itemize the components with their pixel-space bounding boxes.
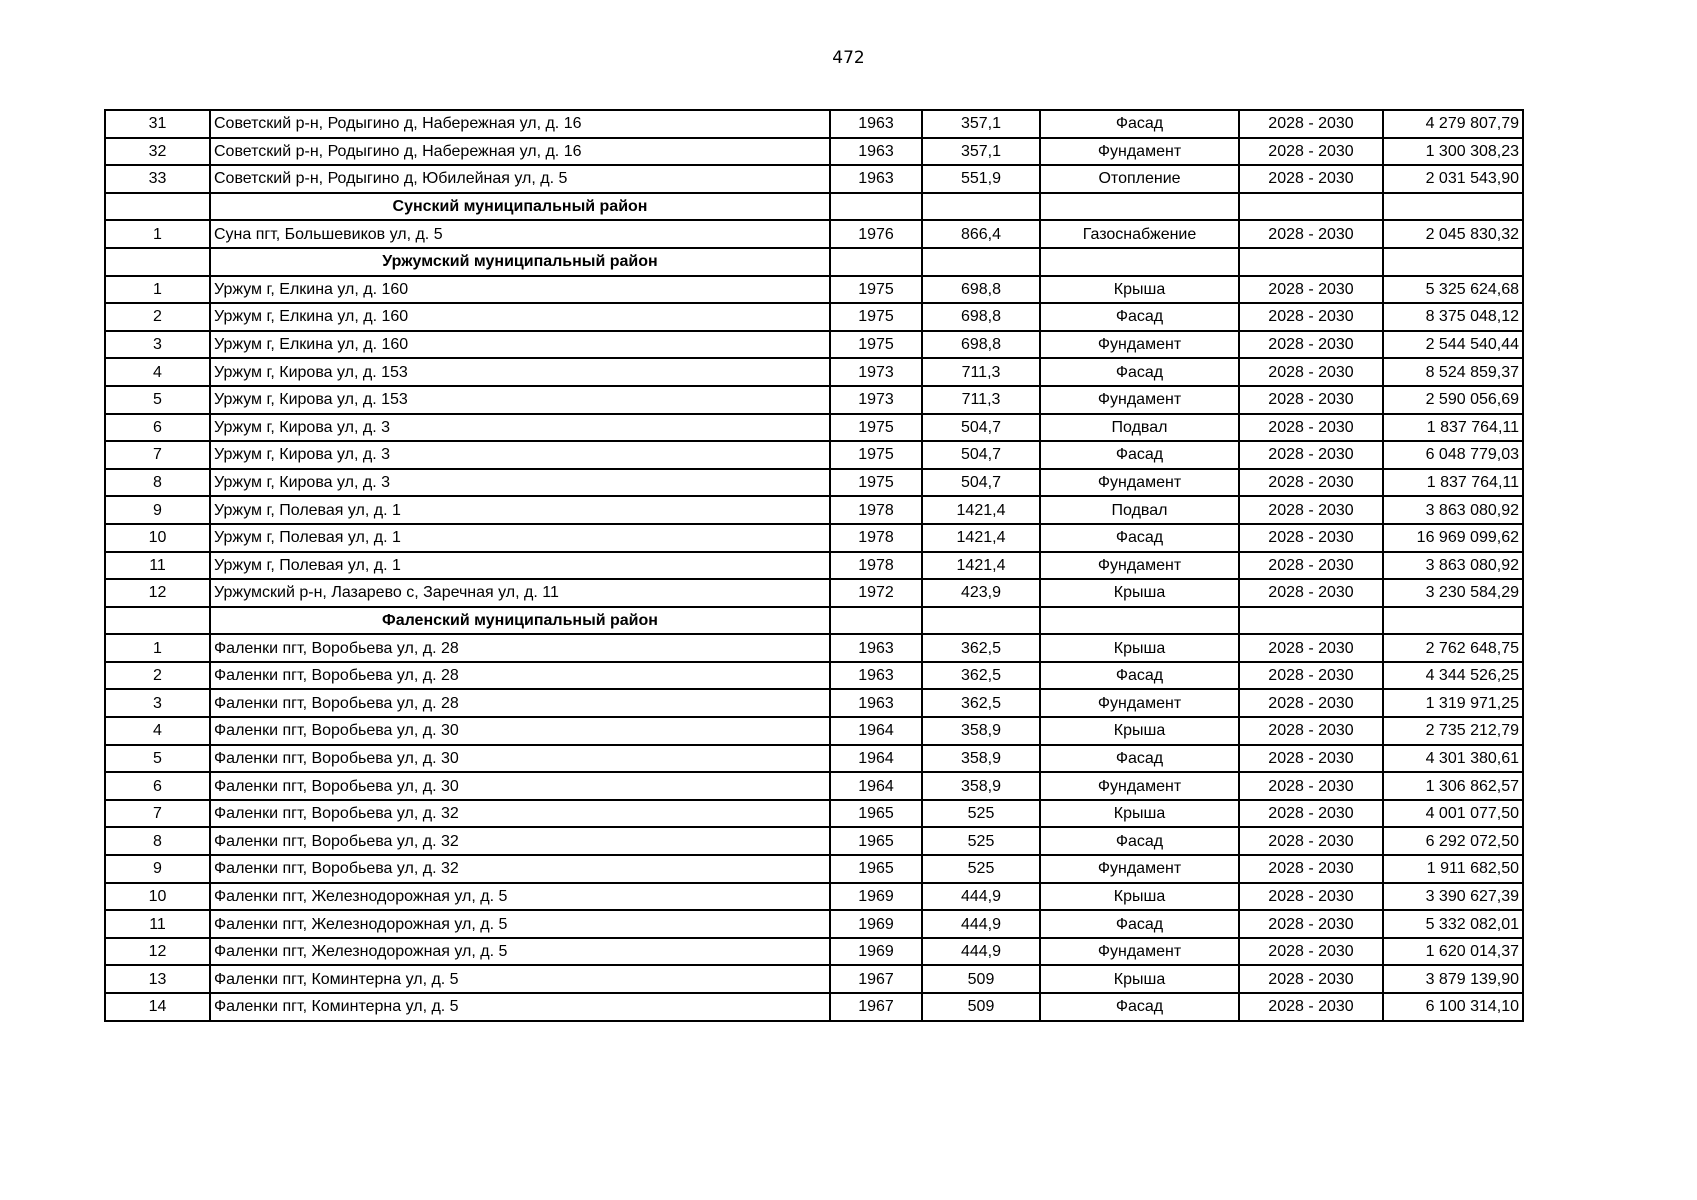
empty-cell	[105, 248, 210, 276]
work-type-cell: Фасад	[1040, 524, 1239, 552]
table-row	[105, 634, 1523, 662]
table-row	[105, 496, 1523, 524]
period-cell: 2028 - 2030	[1239, 993, 1383, 1021]
row-number: 12	[105, 579, 210, 607]
address-cell: Фаленки пгт, Железнодорожная ул, д. 5	[210, 938, 830, 966]
address-cell: Уржум г, Кирова ул, д. 3	[210, 469, 830, 497]
table-row	[105, 386, 1523, 414]
work-type-cell: Подвал	[1040, 496, 1239, 524]
work-type-cell: Фундамент	[1040, 772, 1239, 800]
cost-cell: 2 590 056,69	[1383, 386, 1523, 414]
work-type-cell: Крыша	[1040, 276, 1239, 304]
area-cell: 698,8	[922, 331, 1040, 359]
work-type-cell: Крыша	[1040, 634, 1239, 662]
area-cell: 711,3	[922, 358, 1040, 386]
work-type-cell: Фасад	[1040, 993, 1239, 1021]
address-cell: Фаленки пгт, Воробьева ул, д. 30	[210, 745, 830, 773]
year-built-cell: 1963	[830, 110, 922, 138]
area-cell: 525	[922, 827, 1040, 855]
period-cell: 2028 - 2030	[1239, 800, 1383, 828]
period-cell: 2028 - 2030	[1239, 386, 1383, 414]
year-built-cell: 1964	[830, 745, 922, 773]
address-cell: Советский р-н, Родыгино д, Юбилейная ул, д. 5	[210, 165, 830, 193]
table-row	[105, 165, 1523, 193]
area-cell: 509	[922, 993, 1040, 1021]
address-cell: Фаленки пгт, Коминтерна ул, д. 5	[210, 965, 830, 993]
row-number: 1	[105, 276, 210, 304]
table-row	[105, 689, 1523, 717]
cost-cell: 6 100 314,10	[1383, 993, 1523, 1021]
work-type-cell: Фундамент	[1040, 855, 1239, 883]
empty-cell	[922, 193, 1040, 221]
empty-cell	[1239, 607, 1383, 635]
year-built-cell: 1965	[830, 827, 922, 855]
work-type-cell: Подвал	[1040, 414, 1239, 442]
year-built-cell: 1963	[830, 689, 922, 717]
area-cell: 444,9	[922, 910, 1040, 938]
work-type-cell: Крыша	[1040, 579, 1239, 607]
empty-cell	[1040, 248, 1239, 276]
cost-cell: 2 031 543,90	[1383, 165, 1523, 193]
cost-cell: 3 879 139,90	[1383, 965, 1523, 993]
address-cell: Уржум г, Елкина ул, д. 160	[210, 303, 830, 331]
cost-cell: 1 837 764,11	[1383, 414, 1523, 442]
year-built-cell: 1969	[830, 938, 922, 966]
period-cell: 2028 - 2030	[1239, 634, 1383, 662]
cost-cell: 3 230 584,29	[1383, 579, 1523, 607]
year-built-cell: 1975	[830, 441, 922, 469]
work-type-cell: Фасад	[1040, 910, 1239, 938]
table-row	[105, 579, 1523, 607]
work-type-cell: Фасад	[1040, 358, 1239, 386]
repair-schedule-table	[104, 109, 1524, 1022]
address-cell: Суна пгт, Большевиков ул, д. 5	[210, 220, 830, 248]
year-built-cell: 1975	[830, 414, 922, 442]
work-type-cell: Фасад	[1040, 441, 1239, 469]
address-cell: Фаленки пгт, Воробьева ул, д. 32	[210, 855, 830, 883]
table-row	[105, 276, 1523, 304]
area-cell: 504,7	[922, 414, 1040, 442]
area-cell: 358,9	[922, 745, 1040, 773]
period-cell: 2028 - 2030	[1239, 303, 1383, 331]
empty-cell	[1040, 193, 1239, 221]
work-type-cell: Фундамент	[1040, 331, 1239, 359]
table-row	[105, 938, 1523, 966]
table-row	[105, 524, 1523, 552]
row-number: 9	[105, 496, 210, 524]
table-row	[105, 220, 1523, 248]
cost-cell: 1 620 014,37	[1383, 938, 1523, 966]
year-built-cell: 1975	[830, 469, 922, 497]
empty-cell	[1383, 607, 1523, 635]
row-number: 5	[105, 386, 210, 414]
address-cell: Уржум г, Кирова ул, д. 3	[210, 414, 830, 442]
table-row	[105, 331, 1523, 359]
row-number: 3	[105, 331, 210, 359]
row-number: 7	[105, 800, 210, 828]
year-built-cell: 1975	[830, 331, 922, 359]
cost-cell: 1 306 862,57	[1383, 772, 1523, 800]
address-cell: Советский р-н, Родыгино д, Набережная ул, д. 16	[210, 110, 830, 138]
cost-cell: 4 279 807,79	[1383, 110, 1523, 138]
work-type-cell: Отопление	[1040, 165, 1239, 193]
row-number: 3	[105, 689, 210, 717]
address-cell: Фаленки пгт, Воробьева ул, д. 28	[210, 662, 830, 690]
empty-cell	[830, 248, 922, 276]
period-cell: 2028 - 2030	[1239, 827, 1383, 855]
row-number: 9	[105, 855, 210, 883]
period-cell: 2028 - 2030	[1239, 276, 1383, 304]
year-built-cell: 1973	[830, 386, 922, 414]
period-cell: 2028 - 2030	[1239, 745, 1383, 773]
year-built-cell: 1965	[830, 855, 922, 883]
year-built-cell: 1967	[830, 993, 922, 1021]
period-cell: 2028 - 2030	[1239, 331, 1383, 359]
row-number: 32	[105, 138, 210, 166]
address-cell: Фаленки пгт, Коминтерна ул, д. 5	[210, 993, 830, 1021]
cost-cell: 1 319 971,25	[1383, 689, 1523, 717]
row-number: 11	[105, 910, 210, 938]
address-cell: Уржум г, Кирова ул, д. 153	[210, 386, 830, 414]
area-cell: 509	[922, 965, 1040, 993]
row-number: 33	[105, 165, 210, 193]
period-cell: 2028 - 2030	[1239, 772, 1383, 800]
area-cell: 357,1	[922, 138, 1040, 166]
work-type-cell: Фасад	[1040, 303, 1239, 331]
area-cell: 358,9	[922, 772, 1040, 800]
row-number: 10	[105, 524, 210, 552]
table-row	[105, 827, 1523, 855]
address-cell: Уржум г, Елкина ул, д. 160	[210, 331, 830, 359]
section-header-row	[105, 248, 1523, 276]
cost-cell: 8 375 048,12	[1383, 303, 1523, 331]
table-row	[105, 883, 1523, 911]
address-cell: Уржум г, Кирова ул, д. 3	[210, 441, 830, 469]
address-cell: Уржум г, Елкина ул, д. 160	[210, 276, 830, 304]
year-built-cell: 1963	[830, 165, 922, 193]
section-header-row	[105, 607, 1523, 635]
work-type-cell: Крыша	[1040, 883, 1239, 911]
cost-cell: 16 969 099,62	[1383, 524, 1523, 552]
year-built-cell: 1967	[830, 965, 922, 993]
year-built-cell: 1963	[830, 662, 922, 690]
area-cell: 504,7	[922, 441, 1040, 469]
work-type-cell: Крыша	[1040, 717, 1239, 745]
area-cell: 362,5	[922, 689, 1040, 717]
area-cell: 362,5	[922, 662, 1040, 690]
work-type-cell: Фундамент	[1040, 552, 1239, 580]
area-cell: 1421,4	[922, 552, 1040, 580]
address-cell: Фаленки пгт, Воробьева ул, д. 30	[210, 717, 830, 745]
work-type-cell: Крыша	[1040, 800, 1239, 828]
year-built-cell: 1975	[830, 303, 922, 331]
cost-cell: 1 911 682,50	[1383, 855, 1523, 883]
row-number: 8	[105, 469, 210, 497]
row-number: 14	[105, 993, 210, 1021]
period-cell: 2028 - 2030	[1239, 717, 1383, 745]
row-number: 8	[105, 827, 210, 855]
table-row	[105, 800, 1523, 828]
address-cell: Уржумский р-н, Лазарево с, Заречная ул, д. 11	[210, 579, 830, 607]
work-type-cell: Фундамент	[1040, 386, 1239, 414]
work-type-cell: Фундамент	[1040, 469, 1239, 497]
address-cell: Советский р-н, Родыгино д, Набережная ул, д. 16	[210, 138, 830, 166]
period-cell: 2028 - 2030	[1239, 469, 1383, 497]
year-built-cell: 1978	[830, 496, 922, 524]
period-cell: 2028 - 2030	[1239, 110, 1383, 138]
table-row	[105, 855, 1523, 883]
work-type-cell: Фасад	[1040, 827, 1239, 855]
cost-cell: 5 332 082,01	[1383, 910, 1523, 938]
address-cell: Уржум г, Полевая ул, д. 1	[210, 524, 830, 552]
area-cell: 357,1	[922, 110, 1040, 138]
cost-cell: 2 735 212,79	[1383, 717, 1523, 745]
period-cell: 2028 - 2030	[1239, 689, 1383, 717]
period-cell: 2028 - 2030	[1239, 441, 1383, 469]
address-cell: Фаленки пгт, Воробьева ул, д. 28	[210, 634, 830, 662]
empty-cell	[1239, 248, 1383, 276]
row-number: 13	[105, 965, 210, 993]
cost-cell: 5 325 624,68	[1383, 276, 1523, 304]
section-title: Уржумский муниципальный район	[210, 248, 830, 276]
period-cell: 2028 - 2030	[1239, 524, 1383, 552]
table-row	[105, 745, 1523, 773]
year-built-cell: 1963	[830, 138, 922, 166]
period-cell: 2028 - 2030	[1239, 138, 1383, 166]
table-row	[105, 469, 1523, 497]
period-cell: 2028 - 2030	[1239, 358, 1383, 386]
period-cell: 2028 - 2030	[1239, 552, 1383, 580]
cost-cell: 3 390 627,39	[1383, 883, 1523, 911]
area-cell: 551,9	[922, 165, 1040, 193]
row-number: 31	[105, 110, 210, 138]
empty-cell	[1383, 193, 1523, 221]
cost-cell: 1 837 764,11	[1383, 469, 1523, 497]
area-cell: 525	[922, 800, 1040, 828]
table-row	[105, 772, 1523, 800]
year-built-cell: 1978	[830, 552, 922, 580]
cost-cell: 2 762 648,75	[1383, 634, 1523, 662]
period-cell: 2028 - 2030	[1239, 414, 1383, 442]
work-type-cell: Крыша	[1040, 965, 1239, 993]
row-number: 1	[105, 634, 210, 662]
address-cell: Уржум г, Кирова ул, д. 153	[210, 358, 830, 386]
period-cell: 2028 - 2030	[1239, 965, 1383, 993]
address-cell: Фаленки пгт, Воробьева ул, д. 30	[210, 772, 830, 800]
cost-cell: 6 292 072,50	[1383, 827, 1523, 855]
area-cell: 698,8	[922, 303, 1040, 331]
section-title: Сунский муниципальный район	[210, 193, 830, 221]
year-built-cell: 1964	[830, 772, 922, 800]
table-row	[105, 138, 1523, 166]
address-cell: Фаленки пгт, Воробьева ул, д. 32	[210, 800, 830, 828]
address-cell: Фаленки пгт, Воробьева ул, д. 28	[210, 689, 830, 717]
table-row	[105, 303, 1523, 331]
empty-cell	[922, 607, 1040, 635]
table-row	[105, 965, 1523, 993]
cost-cell: 2 045 830,32	[1383, 220, 1523, 248]
year-built-cell: 1964	[830, 717, 922, 745]
work-type-cell: Фасад	[1040, 745, 1239, 773]
area-cell: 362,5	[922, 634, 1040, 662]
work-type-cell: Фундамент	[1040, 938, 1239, 966]
area-cell: 504,7	[922, 469, 1040, 497]
area-cell: 358,9	[922, 717, 1040, 745]
cost-cell: 1 300 308,23	[1383, 138, 1523, 166]
table-row	[105, 717, 1523, 745]
empty-cell	[1239, 193, 1383, 221]
work-type-cell: Фасад	[1040, 662, 1239, 690]
area-cell: 1421,4	[922, 496, 1040, 524]
period-cell: 2028 - 2030	[1239, 579, 1383, 607]
year-built-cell: 1972	[830, 579, 922, 607]
area-cell: 525	[922, 855, 1040, 883]
table-row	[105, 110, 1523, 138]
address-cell: Фаленки пгт, Железнодорожная ул, д. 5	[210, 883, 830, 911]
year-built-cell: 1969	[830, 883, 922, 911]
row-number: 10	[105, 883, 210, 911]
year-built-cell: 1969	[830, 910, 922, 938]
period-cell: 2028 - 2030	[1239, 883, 1383, 911]
table-row	[105, 414, 1523, 442]
section-title: Фаленский муниципальный район	[210, 607, 830, 635]
area-cell: 866,4	[922, 220, 1040, 248]
row-number: 2	[105, 303, 210, 331]
work-type-cell: Газоснабжение	[1040, 220, 1239, 248]
empty-cell	[922, 248, 1040, 276]
page-number: 472	[832, 48, 865, 68]
area-cell: 711,3	[922, 386, 1040, 414]
table-body	[105, 110, 1523, 1021]
period-cell: 2028 - 2030	[1239, 855, 1383, 883]
table-row	[105, 993, 1523, 1021]
empty-cell	[1383, 248, 1523, 276]
cost-cell: 4 344 526,25	[1383, 662, 1523, 690]
table-row	[105, 910, 1523, 938]
year-built-cell: 1973	[830, 358, 922, 386]
area-cell: 423,9	[922, 579, 1040, 607]
table-row	[105, 358, 1523, 386]
row-number: 5	[105, 745, 210, 773]
cost-cell: 3 863 080,92	[1383, 552, 1523, 580]
row-number: 4	[105, 358, 210, 386]
period-cell: 2028 - 2030	[1239, 496, 1383, 524]
empty-cell	[105, 193, 210, 221]
section-header-row	[105, 193, 1523, 221]
area-cell: 444,9	[922, 938, 1040, 966]
empty-cell	[830, 607, 922, 635]
row-number: 6	[105, 772, 210, 800]
work-type-cell: Фундамент	[1040, 138, 1239, 166]
cost-cell: 4 301 380,61	[1383, 745, 1523, 773]
period-cell: 2028 - 2030	[1239, 910, 1383, 938]
area-cell: 1421,4	[922, 524, 1040, 552]
cost-cell: 2 544 540,44	[1383, 331, 1523, 359]
year-built-cell: 1978	[830, 524, 922, 552]
area-cell: 444,9	[922, 883, 1040, 911]
address-cell: Фаленки пгт, Воробьева ул, д. 32	[210, 827, 830, 855]
row-number: 7	[105, 441, 210, 469]
period-cell: 2028 - 2030	[1239, 662, 1383, 690]
empty-cell	[105, 607, 210, 635]
table-row	[105, 552, 1523, 580]
period-cell: 2028 - 2030	[1239, 220, 1383, 248]
year-built-cell: 1963	[830, 634, 922, 662]
year-built-cell: 1965	[830, 800, 922, 828]
row-number: 6	[105, 414, 210, 442]
row-number: 11	[105, 552, 210, 580]
row-number: 2	[105, 662, 210, 690]
address-cell: Фаленки пгт, Железнодорожная ул, д. 5	[210, 910, 830, 938]
period-cell: 2028 - 2030	[1239, 165, 1383, 193]
row-number: 1	[105, 220, 210, 248]
work-type-cell: Фундамент	[1040, 689, 1239, 717]
year-built-cell: 1976	[830, 220, 922, 248]
table-row	[105, 662, 1523, 690]
empty-cell	[1040, 607, 1239, 635]
work-type-cell: Фасад	[1040, 110, 1239, 138]
year-built-cell: 1975	[830, 276, 922, 304]
empty-cell	[830, 193, 922, 221]
area-cell: 698,8	[922, 276, 1040, 304]
period-cell: 2028 - 2030	[1239, 938, 1383, 966]
cost-cell: 3 863 080,92	[1383, 496, 1523, 524]
address-cell: Уржум г, Полевая ул, д. 1	[210, 552, 830, 580]
address-cell: Уржум г, Полевая ул, д. 1	[210, 496, 830, 524]
row-number: 4	[105, 717, 210, 745]
cost-cell: 8 524 859,37	[1383, 358, 1523, 386]
table-row	[105, 441, 1523, 469]
cost-cell: 6 048 779,03	[1383, 441, 1523, 469]
cost-cell: 4 001 077,50	[1383, 800, 1523, 828]
row-number: 12	[105, 938, 210, 966]
